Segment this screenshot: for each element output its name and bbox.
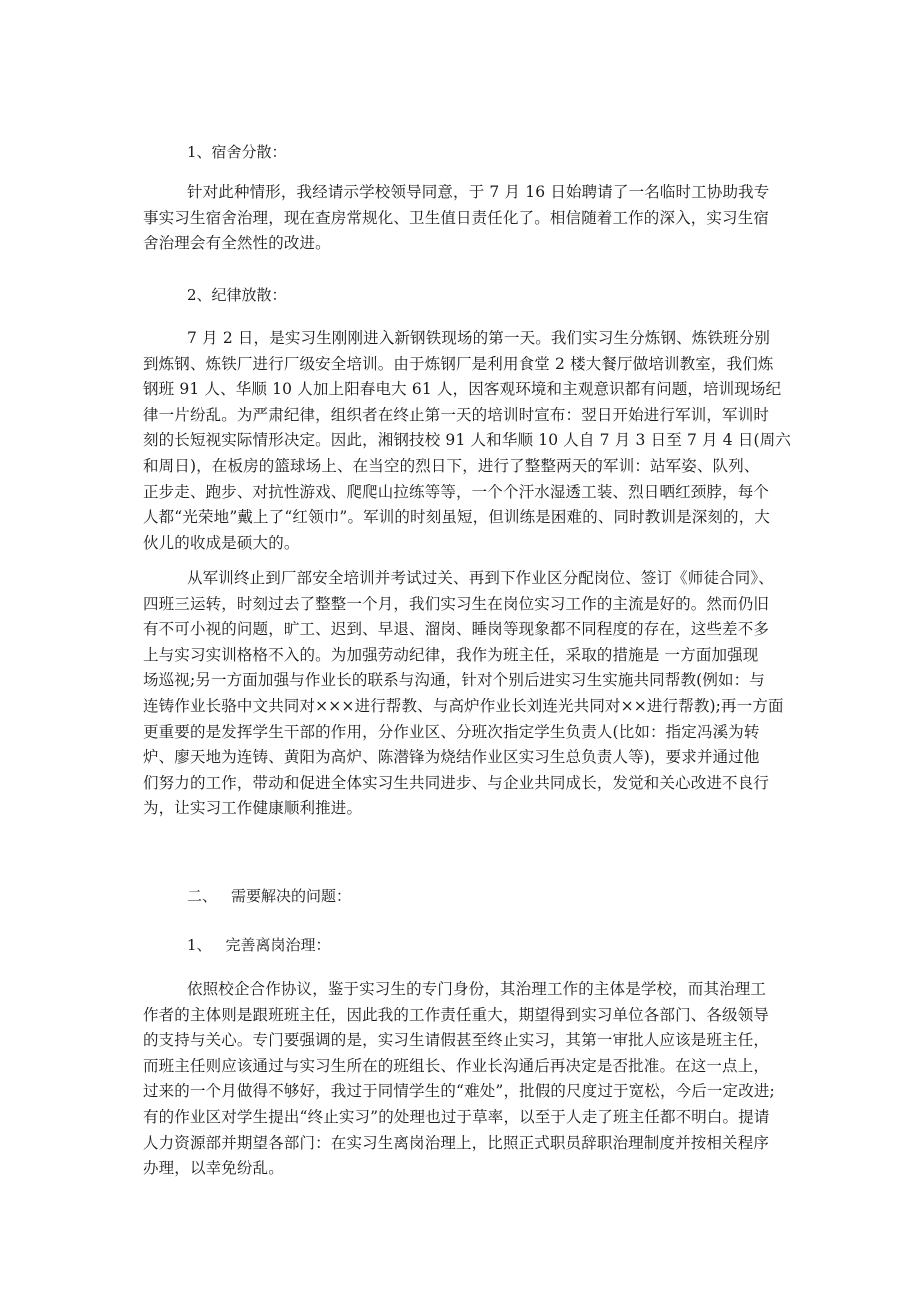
text-line: 针对此种情形，我经请示学校领导同意，于 7 月 16 日始聘请了一名临时工协助我专 (187, 183, 770, 201)
heading-number: 二、 (187, 887, 218, 905)
section-heading-discipline: 2、纪律放散： (187, 286, 287, 304)
section-heading-problems (187, 886, 351, 906)
paragraph-labor-discipline (143, 566, 783, 822)
text-line: 7 月 2 日，是实习生刚刚进入新钢铁现场的第一天。我们实习生分炼钢、炼铁班分别 (187, 329, 771, 347)
text-line: 正步走、跑步、对抗性游戏、爬爬山拉练等等，一个个汗水湿透工装、烈日晒红颈脖，每个 (143, 482, 770, 501)
text-line: 四班三运转，时刻过去了整整一个月，我们实习生在岗位实习工作的主流是好的。然而仍旧 (143, 594, 770, 613)
heading-text: 完善离岗治理： (225, 936, 331, 954)
text-line: 钢班 91 人、华顺 10 人加上阳春电大 61 人，因客观环境和主观意识都有问题，培训现场纪 (143, 380, 782, 399)
paragraph-military-training (143, 326, 792, 556)
text-line: 到炼钢、炼铁厂进行厂级安全培训。由于炼钢厂是利用食堂 2 楼大餐厅做培训教室，我们炼 (143, 354, 774, 373)
text-line: 们努力的工作，带动和促进全体实习生共同进步、与企业共同成长，发觉和关心改进不良行 (143, 773, 770, 792)
section-heading-leave-management (187, 935, 331, 955)
text-line: 炉、廖天地为连铸、黄阳为高炉、陈潜锋为烧结作业区实习生总负责人等)，要求并通过他 (143, 748, 760, 767)
paragraph-leave-management (143, 977, 783, 1182)
text-line: 依照校企合作协议，鉴于实习生的专门身份，其治理工作的主体是学校，而其治理工 (187, 980, 767, 998)
text-line: 事实习生宿舍治理，现在查房常规化、卫生值日责任化了。相信随着工作的深入，实习生宿 (143, 208, 770, 227)
text-line: 舍治理会有全然性的改进。 (143, 234, 331, 253)
text-line: 而班主任则应该通过与实习生所在的班组长、作业长沟通后再决定是否批准。在这一点上， (143, 1056, 770, 1075)
heading-text: 需要解决的问题： (231, 887, 352, 905)
text-line: 律一片纷乱。为严肃纪律，组织者在终止第一天的培训时宣布：翌日开始进行军训，军训时 (143, 405, 770, 424)
section-heading-dormitory: 1、宿舍分散： (187, 143, 287, 161)
text-line: 连铸作业长骆中文共同对×××进行帮教、与高炉作业长刘连光共同对××进行帮教);再一方面 (143, 696, 784, 715)
text-line: 刻的长短视实际情形决定。因此，湘钢技校 91 人和华顺 10 人自 7 月 3 日至 7 月 4 日(周六 (143, 431, 792, 450)
text-line: 有不可小视的问题，旷工、迟到、早退、溜岗、睡岗等现象都不同程度的存在，这些差不多 (143, 620, 770, 639)
text-line: 伙儿的收成是硕大的。 (143, 533, 300, 552)
text-line: 更重要的是发挥学生干部的作用，分作业区、分班次指定学生负责人(比如：指定冯溪为转 (143, 722, 760, 741)
text-line: 人都“光荣地”戴上了“红领巾”。军训的时刻虽短，但训练是困难的、同时教训是深刻的，大 (143, 508, 770, 527)
text-line: 作者的主体则是跟班班主任，因此我的工作责任重大，期望得到实习单位各部门、各级领导 (143, 1005, 770, 1024)
heading-number: 1、 (187, 936, 212, 954)
text-line: 为，让实习工作健康顺利推进。 (143, 799, 363, 818)
text-line: 人力资源部并期望各部门：在实习生离岗治理上，比照正式职员辞职治理制度并按相关程序 (143, 1133, 770, 1152)
paragraph-dormitory (143, 180, 783, 257)
text-line: 上与实习实训格格不入的。为加强劳动纪律，我作为班主任，采取的措施是 一方面加强现 (143, 645, 759, 664)
text-line: 办理，以幸免纷乱。 (143, 1159, 284, 1178)
text-line: 过来的一个月做得不够好，我过于同情学生的“难处”，批假的尺度过于宽松，今后一定改进; (143, 1082, 775, 1101)
text-line: 场巡视;另一方面加强与作业长的联系与沟通，针对个别后进实习生实施共同帮教(例如：与 (143, 671, 765, 690)
text-line: 从军训终止到厂部安全培训并考试过关、再到下作业区分配岗位、签订《师徒合同》、 (187, 569, 774, 587)
text-line: 有的作业区对学生提出“终止实习”的处理也过于草率，以至于人走了班主任都不明白。提请 (143, 1107, 770, 1126)
text-line: 和周日)，在板房的篮球场上、在当空的烈日下，进行了整整两天的军训：站军姿、队列、 (143, 456, 760, 475)
text-line: 的支持与关心。专门要强调的是，实习生请假甚至终止实习，其第一审批人应该是班主任， (143, 1031, 770, 1050)
